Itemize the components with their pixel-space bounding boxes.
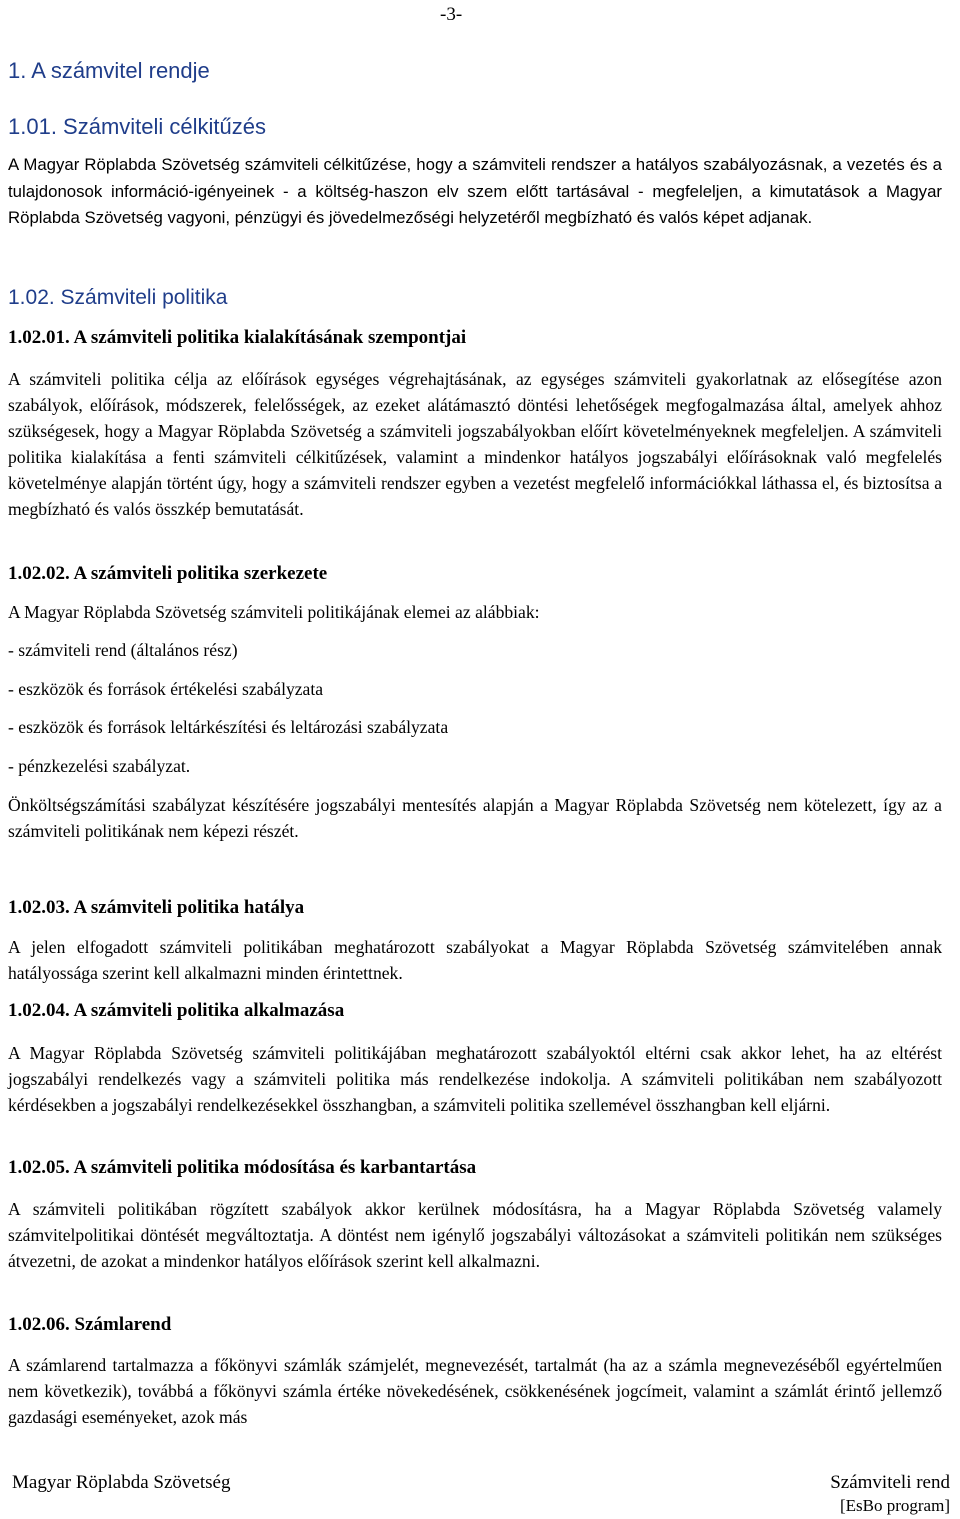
paragraph-1-02-01: A számviteli politika célja az előírások egységes végrehajtásának, az egységes számviteli gyakorlatnak az elősegítése azon szabályok, előírások, módszerek, felelősségek, az ezeket alátámasztó döntési lehetőségek megfogalmazása által, amelyek ahhoz szükségesek, hogy a Magyar Röplabda Szövetség a számviteli jogszabályokban előírt követelményeknek megfeleljen. A számviteli politika kialakítása a fenti számviteli célkitűzések, valamint a mindenkor hatályos jogszabályi előírásoknak való megfelelés követelménye alapján történt úgy, hogy a számviteli rendszer egyben a vezetést megfelelő információkkal láthassa el, és biztosítsa a megbízható és valós összkép bemutatását. — [8, 369, 942, 519]
paragraph-1-02-02-intro: A Magyar Röplabda Szövetség számviteli politikájának elemei az alábbiak: — [8, 602, 540, 622]
chapter-heading: 1. A számvitel rendje — [8, 58, 210, 83]
footer-document-title: Számviteli rend — [830, 1472, 950, 1493]
section-heading-1-02-01: 1.02.01. A számviteli politika kialakításának szempontjai — [8, 327, 467, 348]
paragraph-1-02-04: A Magyar Röplabda Szövetség számviteli politikájában meghatározott szabályoktól eltérni csak akkor lehet, ha az eltérést jogszabályi rendelkezés vagy a számviteli politika más rendelkezése indokolja. A számviteli politikában nem szabályozott kérdésekben a jogszabályi rendelkezésekkel összhangban, a számviteli politika szellemével összhangban kell eljárni. — [8, 1043, 942, 1115]
page-number: -3- — [440, 4, 463, 25]
section-heading-1-02-03: 1.02.03. A számviteli politika hatálya — [8, 897, 305, 918]
paragraph-1-01: A Magyar Röplabda Szövetség számviteli célkitűzése, hogy a számviteli rendszer a hatályos szabályozásnak, a vezetés és a tulajdonosok információ-igényeinek - a költség-haszon elv szem előtt tartásával - megfeleljen, a kimutatások a Magyar Röplabda Szövetség vagyoni, pénzügyi és jövedelmezőségi helyzetéről megbízható és valós képet adjanak. — [8, 155, 942, 227]
section-heading-1-02-02: 1.02.02. A számviteli politika szerkezete — [8, 563, 328, 584]
paragraph-1-02-06: A számlarend tartalmazza a főkönyvi számlák számjelét, megnevezését, tartalmát (ha az a számla megnevezéséből egyértelműen nem következik), továbbá a főkönyvi számla értéke növekedésének, csökkenésének jogcímeit, valamint a számlát érintő jellemző gazdasági eseményeket, azok más — [8, 1355, 942, 1427]
section-heading-1-01: 1.01. Számviteli célkitűzés — [8, 114, 266, 139]
footer-program-tag: [EsBo program] — [839, 1496, 950, 1515]
section-heading-1-02: 1.02. Számviteli politika — [8, 286, 228, 309]
list-item: - eszközök és források leltárkészítési és leltározási szabályzata — [8, 717, 449, 737]
section-heading-1-02-06: 1.02.06. Számlarend — [8, 1314, 172, 1335]
list-item: - számviteli rend (általános rész) — [8, 640, 238, 660]
section-heading-1-02-05: 1.02.05. A számviteli politika módosítása és karbantartása — [8, 1157, 477, 1178]
paragraph-1-02-03: A jelen elfogadott számviteli politikában meghatározott szabályokat a Magyar Röplabda Szövetség számvitelében annak hatályossága szerint kell alkalmazni minden érintettnek. — [8, 937, 942, 983]
list-item: - eszközök és források értékelési szabályzata — [8, 679, 324, 699]
list-item: - pénzkezelési szabályzat. — [8, 756, 191, 776]
paragraph-1-02-02-note: Önköltségszámítási szabályzat készítésére jogszabályi mentesítés alapján a Magyar Röplabda Szövetség nem kötelezett, így az a számviteli politikának nem képezi részét. — [8, 795, 942, 841]
section-heading-1-02-04: 1.02.04. A számviteli politika alkalmazása — [8, 1000, 345, 1021]
paragraph-1-02-05: A számviteli politikában rögzített szabályok akkor kerülnek módosításra, ha a Magyar Röplabda Szövetség valamely számvitelpolitikai döntését megváltoztatja. A döntést nem igénylő jogszabályi változásokat a számviteli politikán nem szükséges átvezetni, de azokat a mindenkor hatályos előírások szerint kell alkalmazni. — [8, 1199, 942, 1271]
footer-organization: Magyar Röplabda Szövetség — [12, 1472, 231, 1493]
